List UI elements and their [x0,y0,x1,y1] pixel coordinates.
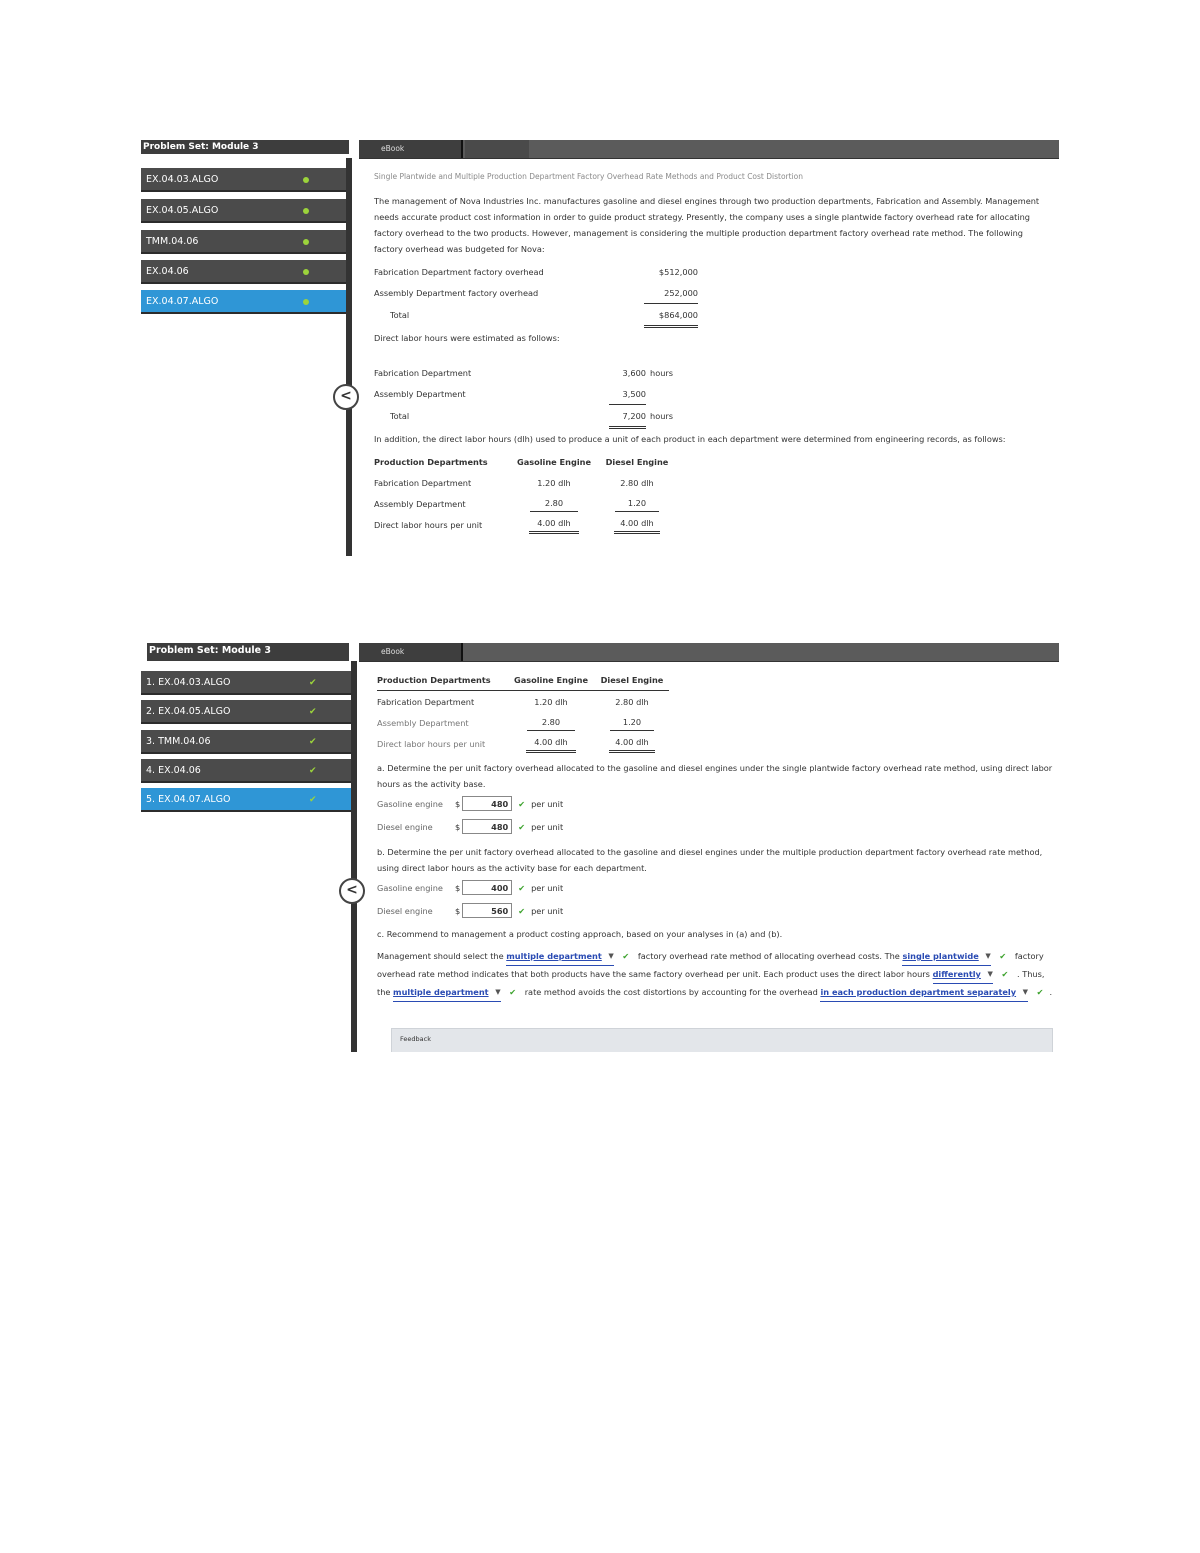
answer-text: Management should select the [377,951,504,961]
answer-unit: per unit [531,905,564,916]
problem-content [377,669,1053,1002]
answer-input[interactable]: 480 [462,819,512,834]
diesel-value: 2.80 dlh [620,477,654,488]
column-header: Production Departments [377,669,507,691]
addition-paragraph: In addition, the direct labor hours (dlh) used to produce a unit of each product in each department were determined from engineering records, as follows: [374,434,1006,444]
row-value: 3,500 [609,383,646,405]
chevron-left-icon: < [346,882,358,898]
answer-text: factory overhead rate method indicates that both products have the same factory overhead per unit. Each product uses the direct labor hours [377,951,1044,979]
table-row [374,362,690,383]
sidebar-item-label: 2. EX.04.05.ALGO [146,706,231,717]
problem-content [374,169,1053,535]
hours-table [374,362,690,429]
table-row [374,493,675,514]
sidebar-title: Problem Set: Module 3 [141,140,349,154]
answer-text: . [1049,987,1053,997]
chevron-down-icon: ▼ [987,970,993,978]
top-tab-bar [359,643,1059,662]
answer-label: Diesel engine [377,821,433,832]
gas-value: 1.20 dlh [537,477,571,488]
table-row [374,472,675,493]
part-c-question: c. Recommend to management a product costing approach, based on your analyses in (a) and (b). [377,929,783,939]
status-dot-icon [303,177,309,183]
answer-text: rate method avoids the cost distortions by accounting for the overhead [524,987,818,997]
status-dot-icon [303,208,309,214]
answer-input[interactable]: 560 [462,903,512,918]
sidebar-item-label: 5. EX.04.07.ALGO [146,794,231,805]
answer-unit: per unit [531,798,564,809]
answer-row-diesel-a [377,815,1053,838]
answer-text: factory overhead rate method of allocating overhead costs. The [637,951,900,961]
row-label: Assembly Department [374,498,466,509]
row-label: Assembly Department [377,717,469,728]
check-icon: ✔ [509,987,517,997]
check-icon: ✔ [999,951,1007,961]
answer-row-diesel-b [377,899,1053,922]
sidebar-item-2[interactable] [141,199,346,223]
sidebar-item-2[interactable] [141,700,351,724]
status-dot-icon [303,299,309,305]
sidebar-title: Problem Set: Module 3 [147,643,349,661]
check-icon: ✔ [1001,969,1009,979]
status-dot-icon [303,239,309,245]
row-label: Assembly Department factory overhead [374,287,539,298]
check-icon: ✔ [518,821,526,832]
table-row [374,405,690,428]
row-label: Fabrication Department [374,477,472,488]
production-table [374,451,675,535]
currency-symbol: $ [455,798,461,809]
sidebar-item-label: TMM.04.06 [146,236,199,247]
sidebar-item-4[interactable] [141,260,346,284]
row-unit [646,383,690,405]
chevron-left-icon: < [340,388,352,404]
sidebar-item-5-active[interactable] [141,290,346,314]
check-icon: ✔ [309,678,317,688]
table-row [374,383,690,405]
check-icon: ✔ [1036,987,1044,997]
sidebar-item-label: 4. EX.04.06 [146,765,201,776]
gas-value: 4.00 dlh [507,733,595,754]
sidebar-item-3[interactable] [141,230,346,254]
status-dot-icon [303,269,309,275]
collapse-sidebar-button[interactable] [333,384,359,410]
chevron-down-icon: ▼ [608,952,614,960]
select-usage[interactable]: differently ▼ [933,966,993,984]
sidebar-item-1[interactable] [141,168,346,192]
gas-value: 2.80 [507,712,595,733]
table-row [374,514,675,535]
currency-symbol: $ [455,821,461,832]
answer-label: Gasoline engine [377,882,443,893]
answer-unit: per unit [531,882,564,893]
row-label: Fabrication Department [377,696,475,707]
table-row [374,282,698,304]
sidebar-item-label: EX.04.07.ALGO [146,296,219,307]
part-b-question: b. Determine the per unit factory overhead allocated to the gasoline and diesel engines under the multiple production department factory overhead rate method, using direct labor hours as the activity base for each department. [377,847,1043,873]
table-row [377,733,669,754]
collapse-sidebar-button[interactable] [339,878,365,904]
tab-blank[interactable] [465,140,529,158]
feedback-panel[interactable] [391,1028,1053,1052]
diesel-value: 2.80 dlh [615,696,649,707]
diesel-value: 4.00 dlh [599,514,675,535]
row-value: 7,200 [609,405,646,428]
select-method-2[interactable]: single plantwide ▼ [902,948,990,966]
sidebar-item-1[interactable] [141,671,351,695]
answer-row-gasoline-b [377,876,1053,899]
tab-ebook[interactable]: eBook [359,140,463,158]
check-icon: ✔ [309,707,317,717]
row-label: Direct labor hours per unit [377,738,486,749]
sidebar-item-5-active[interactable] [141,788,351,812]
currency-symbol: $ [455,905,461,916]
top-tab-bar [359,140,1059,159]
row-label: Total [390,310,410,320]
select-overhead[interactable]: in each production department separately ▼ [820,984,1028,1002]
panel-divider[interactable] [351,661,357,1052]
sidebar-item-label: EX.04.06 [146,266,189,277]
answer-text: . Thus, the [377,969,1045,997]
row-label: Fabrication Department factory overhead [374,266,544,277]
currency-symbol: $ [455,882,461,893]
check-icon: ✔ [309,737,317,747]
production-table [377,669,669,754]
gas-value: 1.20 dlh [534,696,568,707]
answer-label: Gasoline engine [377,798,443,809]
sidebar-item-3[interactable] [141,730,351,754]
check-icon: ✔ [518,798,526,809]
table-row [377,712,669,733]
feedback-label: Feedback [400,1035,431,1043]
row-value: 252,000 [644,282,698,304]
row-label: Direct labor hours per unit [374,519,483,530]
check-icon: ✔ [518,882,526,893]
sidebar-item-label: 3. TMM.04.06 [146,736,211,747]
column-header: Diesel Engine [595,669,669,691]
intro-paragraph: The management of Nova Industries Inc. manufactures gasoline and diesel engines through two production departments, Fabrication and Assembly. Management needs accurate product cost information in order to guide product strategy. Presently, the company uses a single plantwide factory overhead rate for allocating factory overhead to the two products. However, management is considering the multiple production department factory overhead rate method. The following factory overhead was budgeted for Nova: [374,196,1040,254]
gas-value: 4.00 dlh [509,514,599,535]
row-value: 3,600 [622,367,646,378]
diesel-value: 1.20 [595,712,669,733]
answer-row-gasoline-a [377,792,1053,815]
part-c-answer [377,948,1053,1002]
sidebar-item-label: EX.04.05.ALGO [146,205,219,216]
chevron-down-icon: ▼ [985,952,991,960]
answer-input[interactable]: 400 [462,880,512,895]
column-header: Diesel Engine [605,456,669,467]
panel-divider[interactable] [346,158,352,556]
row-unit: hours [650,367,674,378]
diesel-value: 1.20 [599,493,675,514]
screenshot-2 [141,643,1059,1052]
column-header: Gasoline Engine [516,456,592,467]
sidebar-item-4[interactable] [141,759,351,783]
dlh-intro: Direct labor hours were estimated as follows: [374,333,560,343]
row-label: Fabrication Department [374,367,472,378]
part-a-question: a. Determine the per unit factory overhead allocated to the gasoline and diesel engines under the single plantwide factory overhead rate method, using direct labor hours as the activity base. [377,763,1053,789]
table-row [377,691,669,713]
chevron-down-icon: ▼ [1022,988,1029,996]
column-header: Production Departments [374,456,488,467]
gas-value: 2.80 [509,493,599,514]
row-unit: hours [650,411,674,421]
check-icon: ✔ [309,795,317,805]
column-header: Gasoline Engine [507,669,595,691]
tab-ebook[interactable]: eBook [359,643,463,661]
row-label: Total [390,411,410,421]
check-icon: ✔ [622,951,630,961]
chevron-down-icon: ▼ [495,988,501,996]
table-header-row [377,669,669,691]
check-icon: ✔ [518,905,526,916]
row-label: Assembly Department [374,388,466,399]
overhead-table [374,261,698,328]
problem-subtitle: Single Plantwide and Multiple Production Department Factory Overhead Rate Methods and Product Cost Distortion [374,172,803,181]
select-method[interactable]: multiple department ▼ [506,948,614,966]
select-method-3[interactable]: multiple department ▼ [393,984,501,1002]
sidebar-item-label: EX.04.03.ALGO [146,174,219,185]
table-row [374,261,698,282]
row-value: $864,000 [644,304,698,327]
answer-label: Diesel engine [377,905,433,916]
check-icon: ✔ [309,766,317,776]
table-header-row [374,451,675,472]
row-value: $512,000 [658,266,698,277]
diesel-value: 4.00 dlh [595,733,669,754]
answer-input[interactable]: 480 [462,796,512,811]
sidebar-item-label: 1. EX.04.03.ALGO [146,677,231,688]
answer-unit: per unit [531,821,564,832]
screenshot-1 [141,140,1059,556]
table-row [374,304,698,327]
